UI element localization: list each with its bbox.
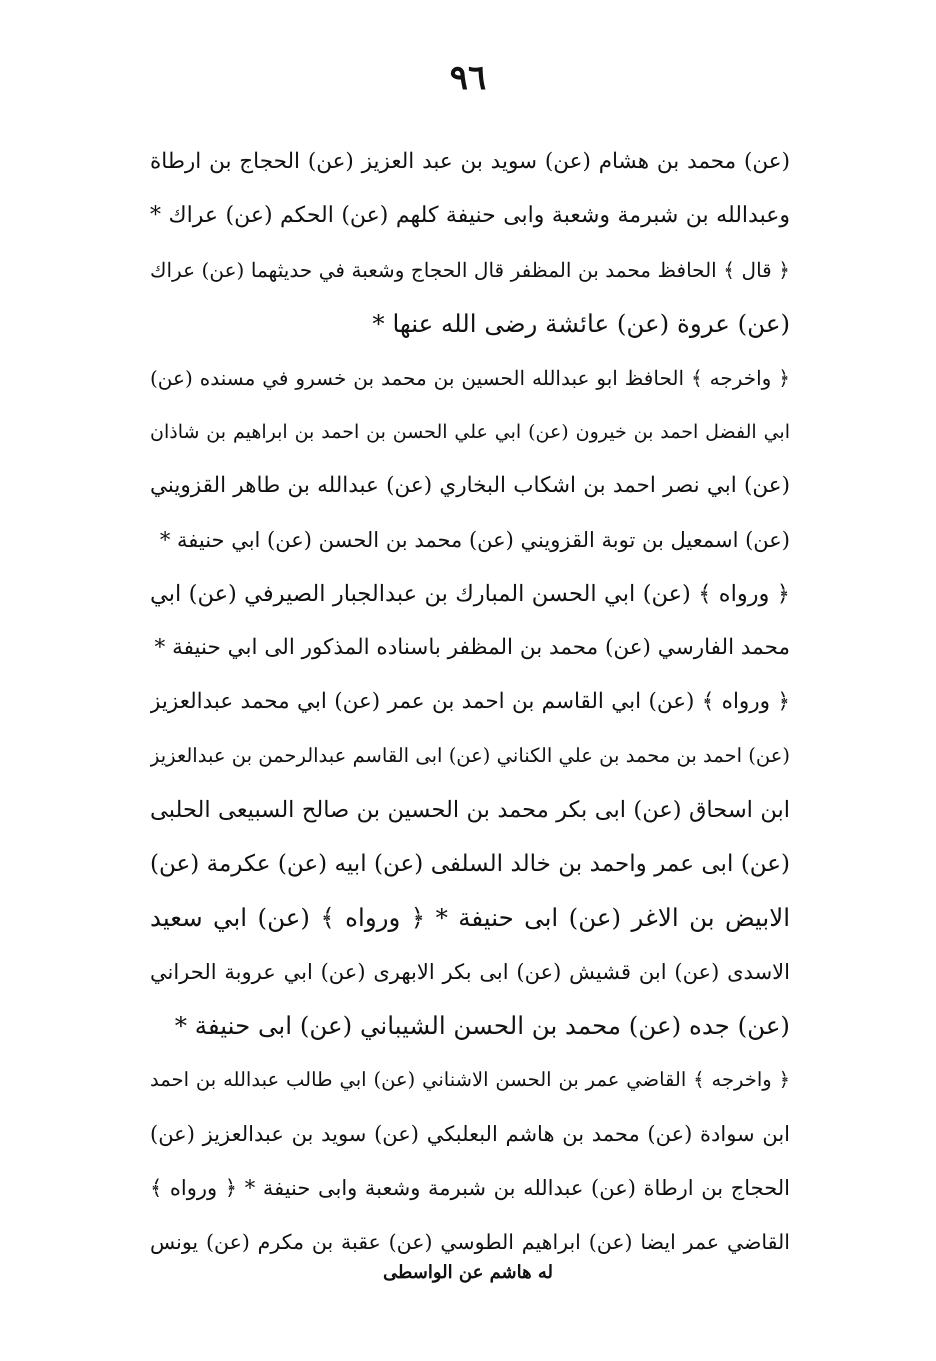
- text-line: ﴿ ورواه ﴾ (عن) ابي الحسن المبارك بن عبدالجبار الصيرفي (عن) ابي: [150, 581, 790, 607]
- text-line: الابيض بن الاغر (عن) ابى حنيفة * ﴿ ورواه ﴾ (عن) ابي سعيد: [150, 903, 790, 932]
- text-line: الاسدى (عن) ابن قشيش (عن) ابى بكر الابهرى (عن) ابي عروبة الحراني: [150, 960, 790, 984]
- text-line: وعبدالله بن شبرمة وشعبة وابى حنيفة كلهم (عن) الحكم (عن) عراك *: [150, 203, 790, 228]
- footnote: له هاشم عن الواسطى: [382, 1262, 554, 1283]
- text-line: (عن) اسمعيل بن توبة القزويني (عن) محمد بن الحسن (عن) ابي حنيفة *: [159, 528, 790, 552]
- text-line: (عن) ابي نصر احمد بن اشكاب البخاري (عن) عبدالله بن طاهر القزويني: [150, 473, 790, 498]
- text-line: (عن) عروة (عن) عائشة رضى الله عنها *: [372, 309, 790, 338]
- text-line: ﴿ واخرجه ﴾ الحافظ ابو عبدالله الحسين بن محمد بن خسرو في مسنده (عن): [150, 366, 790, 390]
- text-line: الحجاج بن ارطاة (عن) عبدالله بن شبرمة وشعبة وابى حنيفة * ﴿ ورواه ﴾: [150, 1176, 790, 1200]
- text-line: ابي الفضل احمد بن خيرون (عن) ابي علي الحسن بن احمد بن ابراهيم بن شاذان: [150, 421, 790, 443]
- text-line: ابن اسحاق (عن) ابى بكر محمد بن الحسين بن صالح السبيعى الحلبى: [150, 797, 790, 823]
- main-text-block: [150, 135, 790, 1269]
- text-line: (عن) ابى عمر واحمد بن خالد السلفى (عن) ابيه (عن) عكرمة (عن): [150, 851, 790, 877]
- text-line: ﴿ ورواه ﴾ (عن) ابي القاسم بن احمد بن عمر (عن) ابي محمد عبدالعزيز: [150, 689, 790, 714]
- page-number: ٩٦: [449, 58, 487, 98]
- text-line: ﴿ واخرجه ﴾ القاضي عمر بن الحسن الاشناني (عن) ابي طالب عبدالله بن احمد: [150, 1068, 790, 1091]
- text-line: ابن سوادة (عن) محمد بن هاشم البعلبكي (عن) سويد بن عبدالعزيز (عن): [150, 1122, 790, 1146]
- text-line: (عن) احمد بن محمد بن علي الكناني (عن) ابى القاسم عبدالرحمن بن عبدالعزيز: [150, 744, 790, 767]
- text-line: القاضي عمر ايضا (عن) ابراهيم الطوسي (عن) عقبة بن مكرم (عن) يونس: [150, 1230, 790, 1254]
- text-line: (عن) جده (عن) محمد بن الحسن الشيباني (عن) ابى حنيفة *: [174, 1011, 790, 1040]
- text-line: ﴿ قال ﴾ الحافظ محمد بن المظفر قال الحجاج وشعبة في حديثهما (عن) عراك: [150, 258, 790, 282]
- text-line: محمد الفارسي (عن) محمد بن المظفر باسناده المذكور الى ابي حنيفة *: [154, 635, 790, 660]
- text-line: (عن) محمد بن هشام (عن) سويد بن عبد العزيز (عن) الحجاج بن ارطاة: [150, 149, 790, 174]
